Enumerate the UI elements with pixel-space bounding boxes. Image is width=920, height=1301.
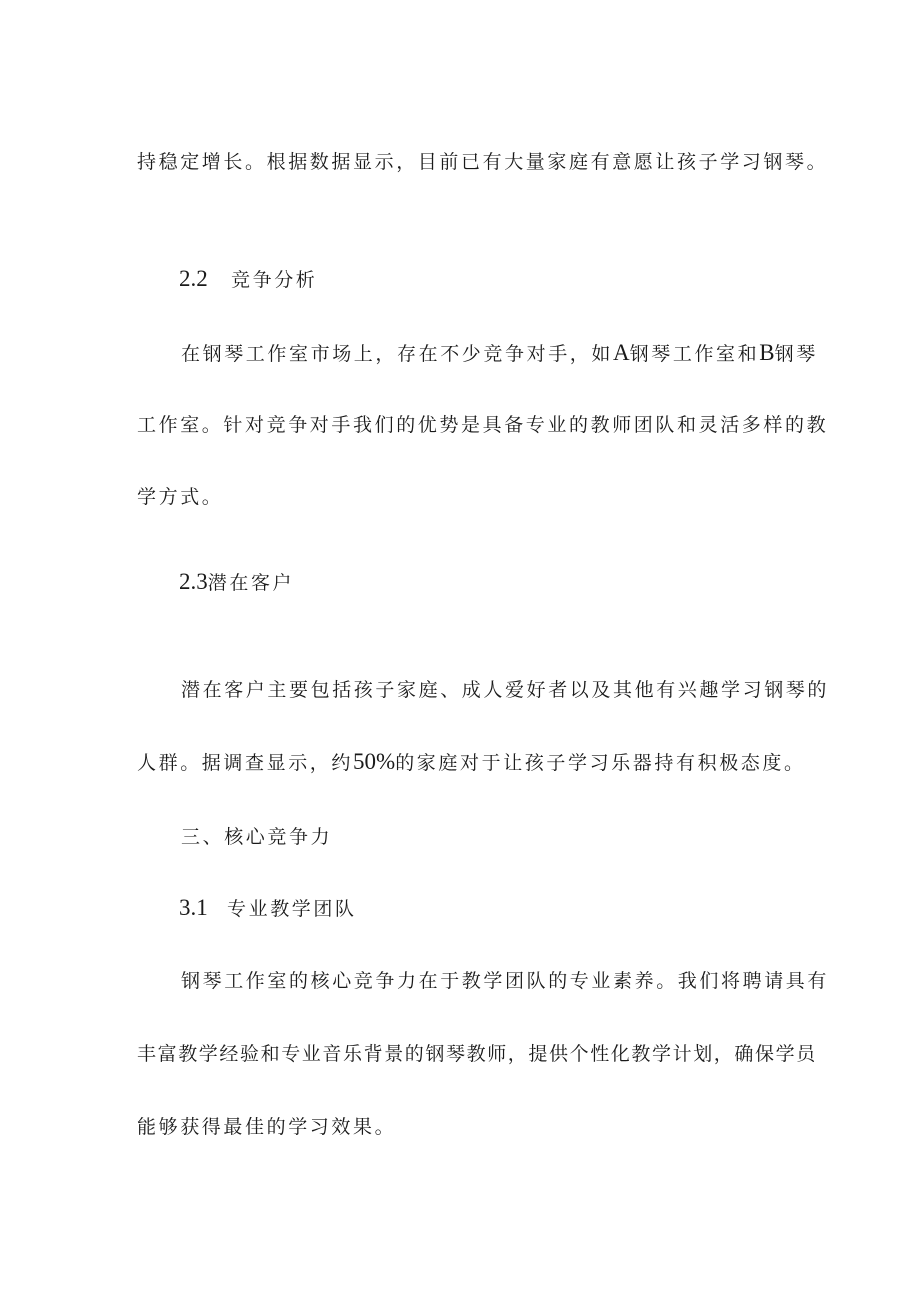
- text-line: 持稳定增长。根据数据显示，目前已有大量家庭有意愿让孩子学习钢琴。: [137, 151, 829, 173]
- text-segment: 人群。据调查显示，约: [137, 752, 354, 774]
- section-number: 2.3: [179, 569, 208, 594]
- text-line: 丰富教学经验和专业音乐背景的钢琴教师，提供个性化教学计划，确保学员: [137, 1043, 817, 1065]
- section-title: 竞争分析: [231, 269, 318, 291]
- section-title: 三、核心竞争力: [181, 826, 333, 848]
- section-title: 专业教学团队: [227, 898, 357, 920]
- paragraph-intro-tail: [137, 149, 828, 175]
- competitor-b: B: [759, 340, 775, 365]
- text-line: 学方式。: [137, 486, 224, 508]
- section-heading-2-2: [179, 266, 317, 293]
- text-segment: 的家庭对于让孩子学习乐器持有积极态度。: [395, 752, 806, 774]
- section-number: 2.2: [179, 266, 208, 291]
- text-line: 钢琴工作室的核心竞争力在于教学团队的专业素养。我们将聘请具有: [181, 970, 830, 992]
- paragraph-competition-line-2: [137, 412, 828, 438]
- text-segment: 钢琴工作室和: [629, 343, 760, 365]
- section-heading-3: [181, 824, 332, 850]
- percentage-value: 50%: [353, 749, 396, 774]
- text-line: 潜在客户主要包括孩子家庭、成人爱好者以及其他有兴趣学习钢琴的: [181, 679, 830, 701]
- section-number: 3.1: [179, 895, 208, 920]
- text-line: 工作室。针对竞争对手我们的优势是具备专业的教师团队和灵活多样的教: [137, 414, 829, 436]
- section-heading-2-3: [179, 569, 294, 596]
- section-heading-3-1: [179, 895, 357, 922]
- paragraph-team-line-2: [137, 1041, 817, 1067]
- paragraph-team-line-3: [137, 1114, 396, 1140]
- paragraph-competition-line-3: [137, 484, 223, 510]
- paragraph-team-line-1: [181, 968, 829, 994]
- paragraph-customers-line-2: [137, 749, 806, 776]
- paragraph-customers-line-1: [181, 677, 829, 703]
- section-title: 潜在客户: [207, 572, 295, 594]
- text-segment: 钢琴: [774, 343, 818, 365]
- paragraph-competition-line-1: [181, 340, 818, 367]
- text-line: 能够获得最佳的学习效果。: [137, 1116, 397, 1138]
- competitor-a: A: [613, 340, 630, 365]
- text-segment: 在钢琴工作室市场上，存在不少竞争对手，如: [181, 343, 614, 365]
